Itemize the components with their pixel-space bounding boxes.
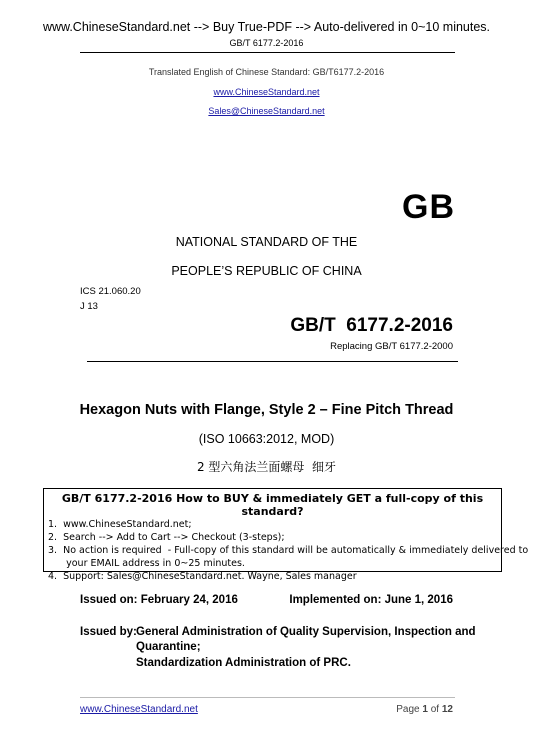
page-prefix: Page	[396, 704, 420, 715]
translation-line: Translated English of Chinese Standard: GB/T6177.2-2016	[148, 67, 385, 77]
standard-title-cn: 2 型六角法兰面螺母 细牙	[196, 460, 337, 474]
page-indicator	[396, 704, 453, 715]
standard-number: GB/T 6177.2-2016	[290, 315, 453, 336]
how-to-buy-item: 4. Support: Sales@ChineseStandard.net. Wayne, Sales manager	[48, 571, 357, 582]
issued-by-line-2: Quarantine;	[136, 641, 201, 653]
standard-title-en: Hexagon Nuts with Flange, Style 2 – Fine Pitch Thread	[79, 402, 454, 418]
issued-on-date: Issued on: February 24, 2016	[80, 594, 238, 606]
ccs-code: J 13	[80, 301, 98, 312]
header-divider	[80, 52, 455, 53]
how-to-buy-box	[43, 488, 529, 582]
page-of: of	[430, 704, 440, 715]
iso-reference: (ISO 10663:2012, MOD)	[198, 432, 335, 446]
header-banner: www.ChineseStandard.net --> Buy True-PDF --> Auto-delivered in 0~10 minutes.	[42, 20, 491, 34]
number-divider	[87, 361, 458, 362]
issued-by-label: Issued by:	[80, 626, 137, 638]
national-line-2: PEOPLE’S REPUBLIC OF CHINA	[171, 264, 362, 278]
replacing-note: Replacing GB/T 6177.2-2000	[330, 341, 453, 352]
header-doc-code: GB/T 6177.2-2016	[229, 38, 304, 48]
how-to-buy-item: 3. No action is required - Full-copy of this standard will be automatically & immediately delivered to	[48, 545, 529, 556]
website-link[interactable]: www.ChineseStandard.net	[213, 87, 320, 97]
email-link[interactable]: Sales@ChineseStandard.net	[208, 106, 325, 116]
footer-website-link[interactable]: www.ChineseStandard.net	[80, 704, 198, 715]
page-total: 12	[441, 704, 453, 715]
footer-divider	[80, 697, 455, 698]
ics-code: ICS 21.060.20	[80, 286, 141, 297]
how-to-buy-title: GB/T 6177.2-2016 How to BUY & immediately GET a full-copy of this standard?	[61, 492, 484, 518]
how-to-buy-item: your EMAIL address in 0~25 minutes.	[48, 558, 245, 569]
issued-by-line-3: Standardization Administration of PRC.	[136, 657, 351, 669]
how-to-buy-item: 1. www.ChineseStandard.net;	[48, 519, 192, 530]
page-current: 1	[422, 704, 428, 715]
national-line-1: NATIONAL STANDARD OF THE	[175, 235, 358, 249]
implemented-on-date: Implemented on: June 1, 2016	[289, 594, 453, 606]
how-to-buy-item: 2. Search --> Add to Cart --> Checkout (3-steps);	[48, 532, 285, 543]
issued-by-line-1: General Administration of Quality Supervision, Inspection and	[136, 626, 476, 638]
gb-mark: GB	[402, 188, 455, 226]
